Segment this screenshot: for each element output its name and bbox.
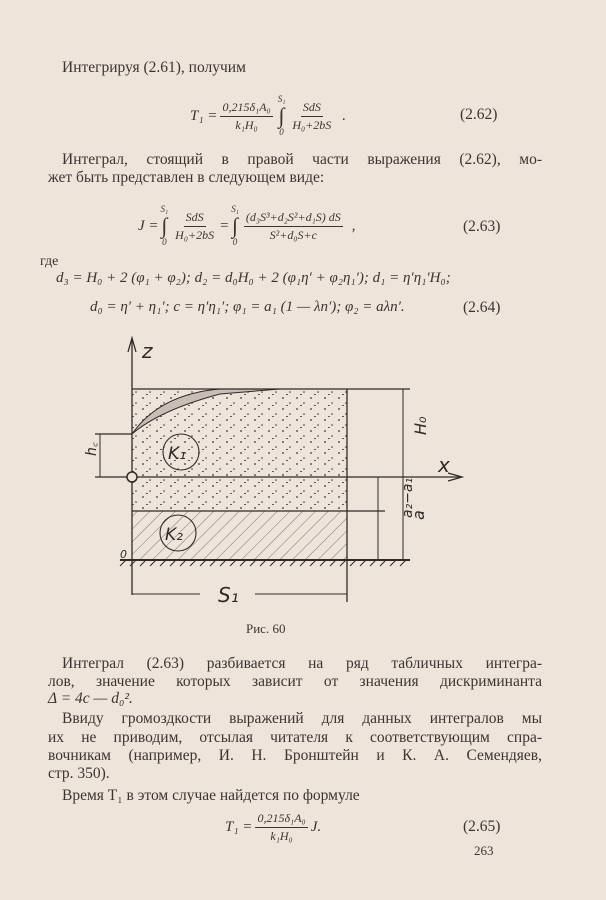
eq-tail: , xyxy=(351,217,356,234)
paragraph-line: вочникам (например, И. Н. Бронштейн и К. А. Семендяев, xyxy=(48,747,542,764)
paragraph-intro: Интегрируя (2.61), получим xyxy=(62,59,246,76)
coef-den: k₁H₀ xyxy=(235,117,258,132)
label-x: x xyxy=(438,453,450,477)
label-a2-a1: a₂−a₁ xyxy=(400,477,416,518)
paragraph-line: жет быть представлен в следующем виде: xyxy=(48,169,325,186)
eq-lhs: T₁ = xyxy=(190,107,218,124)
paragraph-line: Интеграл, стоящий в правой части выражения (2.62), мо- xyxy=(62,151,542,168)
coef-fraction xyxy=(220,100,272,133)
integral-sign: S₁ ∫ 0 xyxy=(277,94,286,137)
lower-limit: 0 xyxy=(279,127,284,137)
coef-den: k₁H₀ xyxy=(270,828,293,843)
integral-sign: S₁ ∫ 0 xyxy=(231,204,239,247)
paragraph-line: Время T₁ в этом случае найдется по формуле xyxy=(62,787,360,804)
eq-tail: J. xyxy=(310,818,322,835)
upper-limit: S₁ xyxy=(160,204,169,214)
integrand-fraction xyxy=(173,210,216,243)
origin-point xyxy=(127,472,137,482)
integrand-num: (d₃S³+d₂S²+d₁S) dS xyxy=(244,210,343,227)
paragraph-line: Интеграл (2.63) разбивается на ряд табличных интегра- xyxy=(62,655,542,672)
coef-fraction xyxy=(255,811,307,844)
paragraph-line: их не приводим, отсылая читателя к соответствующим спра- xyxy=(48,729,542,746)
eq-lhs: T₁ = xyxy=(225,818,253,835)
lower-limit: 0 xyxy=(162,237,167,247)
equation-2-63 xyxy=(138,198,356,254)
label-a: a xyxy=(409,510,428,520)
integrand-den: H₀+2bS xyxy=(175,227,215,242)
lower-limit: 0 xyxy=(232,237,238,247)
integrand-num: SdS xyxy=(301,100,323,117)
paragraph-line: стр. 350). xyxy=(48,765,110,782)
equation-number: (2.63) xyxy=(463,218,501,235)
equation-number: (2.65) xyxy=(463,818,501,835)
paragraph-line: Δ = 4c — d₀². xyxy=(48,690,133,707)
paragraph-line: лов, значение которых зависит от значения дискриминанта xyxy=(48,673,542,690)
coef-num: 0,215δ₁A₀ xyxy=(220,100,272,117)
equals-sign: = xyxy=(219,217,230,234)
page-number: 263 xyxy=(474,843,494,858)
eq-tail: . xyxy=(342,107,347,124)
label-k2: K₂ xyxy=(165,525,183,545)
equation-number: (2.62) xyxy=(460,106,498,123)
where-word: где xyxy=(40,254,59,269)
equation-2-62 xyxy=(190,88,346,144)
figure-caption: Рис. 60 xyxy=(246,621,286,636)
integrand-den: H₀+2bS xyxy=(292,117,332,132)
integrand-fraction xyxy=(244,210,343,243)
label-origin: 0 xyxy=(120,548,127,561)
integrand-num: SdS xyxy=(184,210,206,227)
figure-60 xyxy=(0,330,606,640)
integrand-den: S²+d₀S+c xyxy=(269,227,317,242)
equation-number: (2.64) xyxy=(463,299,501,316)
label-k1: K₁ xyxy=(168,444,186,464)
upper-limit: S₁ xyxy=(231,204,239,214)
equation-2-64-line1: d₃ = H₀ + 2 (φ₁ + φ₂); d₂ = d₀H₀ + 2 (φ₁η′ + φ₂η₁′); d₁ = η′η₁′H₀; xyxy=(56,270,451,286)
label-z: z xyxy=(142,339,153,363)
upper-limit: S₁ xyxy=(277,94,286,104)
label-h0: H₀ xyxy=(411,416,430,435)
paragraph-line: Ввиду громоздкости выражений для данных интегралов мы xyxy=(62,710,542,727)
equation-2-65 xyxy=(225,806,321,848)
integral-sign: S₁ ∫ 0 xyxy=(160,204,169,247)
coef-num: 0,215δ₁A₀ xyxy=(255,811,307,828)
integrand-fraction xyxy=(290,100,333,133)
equation-2-64-line2: d₀ = η′ + η₁′; c = η′η₁′; φ₁ = a₁ (1 — λn′); φ₂ = aλn′. xyxy=(90,299,405,315)
label-s1: S₁ xyxy=(218,583,239,607)
eq-lhs: J = xyxy=(138,217,159,234)
label-hc: h꜀ xyxy=(84,442,100,456)
